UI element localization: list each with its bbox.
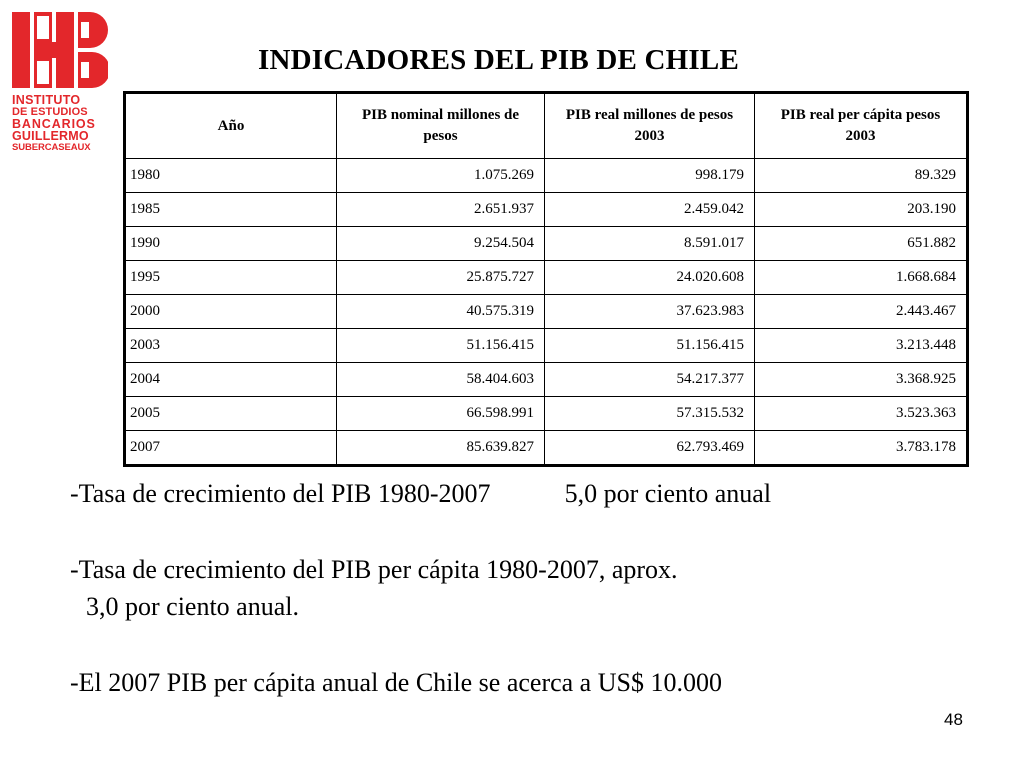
cell-nominal-gdp: 58.404.603	[337, 363, 545, 397]
table-row	[125, 363, 968, 397]
cell-real-gdp-per-capita: 3.783.178	[755, 431, 968, 466]
table-row	[125, 261, 968, 295]
per-capita-growth-value: 3,0 por ciento anual.	[86, 592, 299, 621]
cell-real-gdp-per-capita: 3.368.925	[755, 363, 968, 397]
logo-line: GUILLERMO	[12, 129, 89, 143]
gdp-table	[123, 91, 969, 467]
cell-year: 2000	[125, 295, 337, 329]
logo-line: DE ESTUDIOS	[12, 106, 88, 118]
cell-year: 2004	[125, 363, 337, 397]
table-row	[125, 159, 968, 193]
cell-nominal-gdp: 9.254.504	[337, 227, 545, 261]
cell-year: 2003	[125, 329, 337, 363]
table-row	[125, 431, 968, 466]
cell-nominal-gdp: 1.075.269	[337, 159, 545, 193]
cell-real-gdp-per-capita: 89.329	[755, 159, 968, 193]
logo-line: SUBERCASEAUX	[12, 142, 91, 153]
logo-line: INSTITUTO	[12, 93, 81, 107]
table-row	[125, 295, 968, 329]
gdp-growth-value: 5,0 por ciento anual	[564, 479, 772, 508]
notes-block	[70, 475, 771, 701]
gdp-growth-label: -Tasa de crecimiento del PIB 1980-2007	[70, 479, 491, 508]
logo-text	[12, 94, 120, 154]
cell-nominal-gdp: 40.575.319	[337, 295, 545, 329]
cell-real-gdp-per-capita: 3.523.363	[755, 397, 968, 431]
table-row	[125, 193, 968, 227]
cell-real-gdp-per-capita: 651.882	[755, 227, 968, 261]
gdp-growth-note	[70, 475, 771, 512]
logo-line: BANCARIOS	[12, 117, 96, 131]
slide-title: INDICADORES DEL PIB DE CHILE	[258, 44, 739, 76]
header-real-gdp-per-capita: PIB real per cápita pesos 2003	[755, 93, 968, 159]
per-capita-growth-note: -Tasa de crecimiento del PIB per cápita 1980-2007, aprox.	[70, 555, 678, 584]
cell-year: 1995	[125, 261, 337, 295]
cell-real-gdp: 8.591.017	[545, 227, 755, 261]
cell-real-gdp: 2.459.042	[545, 193, 755, 227]
cell-year: 2005	[125, 397, 337, 431]
cell-year: 2007	[125, 431, 337, 466]
cell-real-gdp-per-capita: 3.213.448	[755, 329, 968, 363]
cell-real-gdp-per-capita: 1.668.684	[755, 261, 968, 295]
cell-real-gdp: 62.793.469	[545, 431, 755, 466]
header-nominal-gdp: PIB nominal millones de pesos	[337, 93, 545, 159]
ieb-logo-mark	[12, 12, 108, 88]
table-row	[125, 329, 968, 363]
gdp-2007-note: -El 2007 PIB per cápita anual de Chile se acerca a US$ 10.000	[70, 668, 722, 697]
cell-real-gdp: 54.217.377	[545, 363, 755, 397]
cell-real-gdp: 37.623.983	[545, 295, 755, 329]
cell-year: 1990	[125, 227, 337, 261]
cell-nominal-gdp: 85.639.827	[337, 431, 545, 466]
header-real-gdp: PIB real millones de pesos 2003	[545, 93, 755, 159]
ieb-logo	[12, 12, 120, 154]
table-header-row	[125, 93, 968, 159]
page-number: 48	[944, 710, 963, 729]
cell-real-gdp: 998.179	[545, 159, 755, 193]
cell-nominal-gdp: 66.598.991	[337, 397, 545, 431]
table-row	[125, 227, 968, 261]
cell-real-gdp: 51.156.415	[545, 329, 755, 363]
header-year: Año	[125, 93, 337, 159]
cell-real-gdp: 24.020.608	[545, 261, 755, 295]
cell-nominal-gdp: 2.651.937	[337, 193, 545, 227]
cell-real-gdp-per-capita: 2.443.467	[755, 295, 968, 329]
cell-year: 1980	[125, 159, 337, 193]
table-row	[125, 397, 968, 431]
cell-real-gdp: 57.315.532	[545, 397, 755, 431]
cell-nominal-gdp: 25.875.727	[337, 261, 545, 295]
cell-real-gdp-per-capita: 203.190	[755, 193, 968, 227]
cell-year: 1985	[125, 193, 337, 227]
cell-nominal-gdp: 51.156.415	[337, 329, 545, 363]
